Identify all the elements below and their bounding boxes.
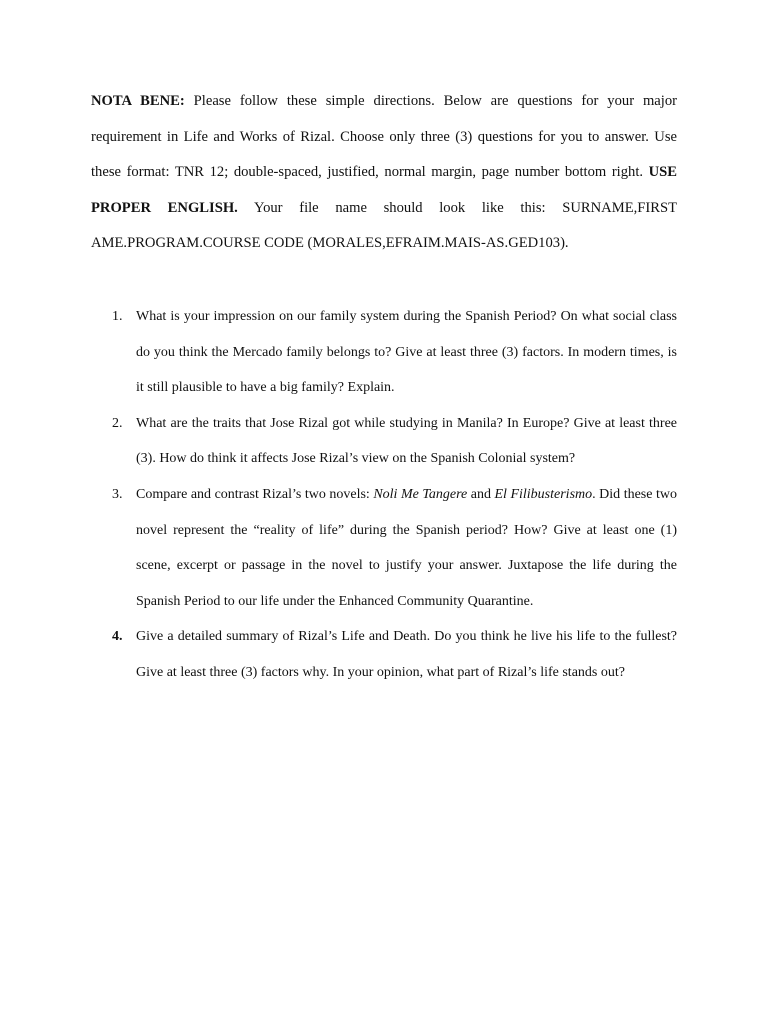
question-text: What is your impression on our family system during the Spanish Period? On what social class do you think the Mercado family belongs to? Give at least three (3) factors. In modern times, is it still plausible to have a big family? Explain.: [136, 309, 677, 396]
question-item-1: [91, 299, 677, 406]
question-number: 2.: [112, 415, 123, 431]
question-text: [136, 487, 677, 609]
question-number: 3.: [112, 486, 123, 502]
question-number: 4.: [112, 629, 123, 645]
question-text: What are the traits that Jose Rizal got while studying in Manila? In Europe? Give at least three (3). How do think it affects Jose Rizal’s view on the Spanish Colonial system?: [136, 415, 677, 467]
nota-bene-emphasis: USE PROPER ENGLISH.: [91, 164, 677, 216]
nota-bene-label: NOTA BENE:: [91, 93, 185, 109]
question-item-2: [91, 406, 677, 477]
novel-title-noli: Noli Me Tangere: [373, 486, 468, 502]
novel-title-fili: El Filibusterismo: [494, 486, 593, 502]
question-text-before: Compare and contrast Rizal’s two novels:: [136, 486, 374, 502]
question-text-after: . Did these two novel represent the “reality of life” during the Spanish period? How? Give at least one (1) scene, excerpt or passage in the novel to justify your answer. Juxtapose the life during the Spanish Period to our life under the Enhanced Community Quarantine.: [136, 486, 677, 609]
question-list: [91, 299, 677, 691]
nota-bene-paragraph: [91, 84, 677, 262]
nota-bene-directions: Please follow these simple directions. Below are questions for your major requirement in Life and Works of Rizal. Choose only three (3) questions for you to answer. Use these format: TNR 12; double-spaced, justified, normal margin, page number bottom right.: [91, 93, 677, 180]
nota-bene-filename-instruction: Your file name should look like this: SURNAME,FIRST AME.PROGRAM.COURSE CODE (MORALES,EFRAIM.MAIS-AS.GED103).: [91, 199, 677, 251]
question-text: Give a detailed summary of Rizal’s Life and Death. Do you think he live his life to the fullest? Give at least three (3) factors why. In your opinion, what part of Rizal’s life stands out?: [136, 629, 677, 680]
question-text-mid: and: [467, 486, 495, 502]
question-number: 1.: [112, 309, 123, 324]
question-item-3: [91, 477, 677, 619]
question-item-4: [91, 619, 677, 690]
